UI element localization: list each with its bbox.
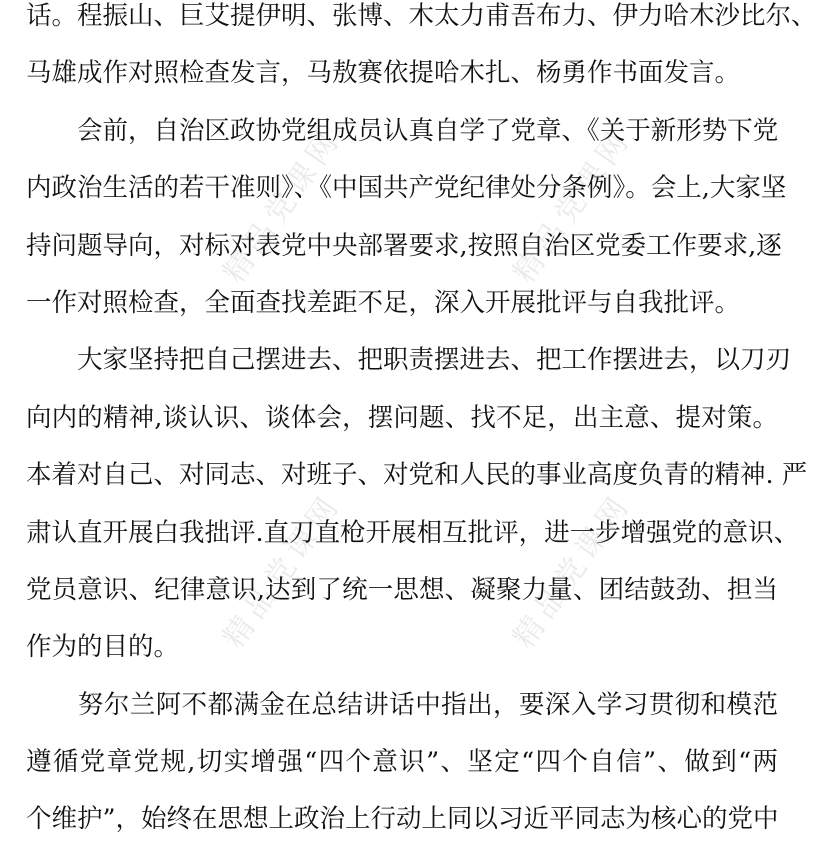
text-line: 持问题导向，对标对表党中央部署要求,按照自治区党委工作要求,逐 [26, 230, 782, 261]
document-body [26, 0, 817, 849]
paragraph [26, 677, 778, 849]
text-line: 话。程振山、巨艾提伊明、张博、木太力甫吾布力、伊力哈木沙比尔、 [26, 1, 817, 31]
text-line: 会前，自治区政协党组成员认真自学了党章、《关于新形势下党 [26, 115, 779, 146]
text-line: 大家坚持把自己摆进去、把职责摆进去、把工作摆进去，以刀刃 [26, 345, 792, 376]
text-line: 本着对自己、对同志、对班子、对党和人民的事业高度负青的精神. 严 [26, 460, 808, 491]
text-line: 作为的目的。 [26, 632, 180, 663]
text-line: 向内的精神,谈认识、谈体会，摆问题、找不足，出主意、提对策。 [26, 402, 778, 433]
text-line: 努尔兰阿不都满金在总结讲话中指出，要深入学习贯彻和模范 [26, 689, 778, 720]
paragraph [26, 0, 817, 103]
watermark-text: 精品党课网 [506, 122, 639, 290]
text-line: 个维护”，始终在思想上政治上行动上同以习近平同志为核心的党中 [26, 804, 779, 835]
text-line: 内政治生活的若干准则》、《中国共产党纪律处分条例》。会上,大家坚 [26, 173, 787, 204]
watermark-text: 精品党课网 [216, 487, 349, 655]
watermark-text: 精品党课网 [216, 122, 349, 290]
text-line: 马雄成作对照检查发言，马敖赛依提哈木扎、杨勇作书面发言。 [26, 58, 741, 89]
text-line: 党员意识、纪律意识,达到了统一思想、凝聚力量、团结鼓劲、担当 [26, 574, 778, 605]
text-line: 遵循党章党规,切实增强“四个意识”、坚定“四个自信”、做到“两 [26, 747, 778, 778]
watermark-text: 精品党课网 [506, 487, 639, 655]
paragraph [26, 103, 787, 333]
paragraph [26, 332, 808, 676]
text-line: 一作对照检查，全面查找差距不足，深入开展批评与自我批评。 [26, 287, 741, 318]
text-line: 肃认直开展白我拙评.直刀直枪开展相互批评，进一步增强党的意识、 [26, 517, 800, 548]
